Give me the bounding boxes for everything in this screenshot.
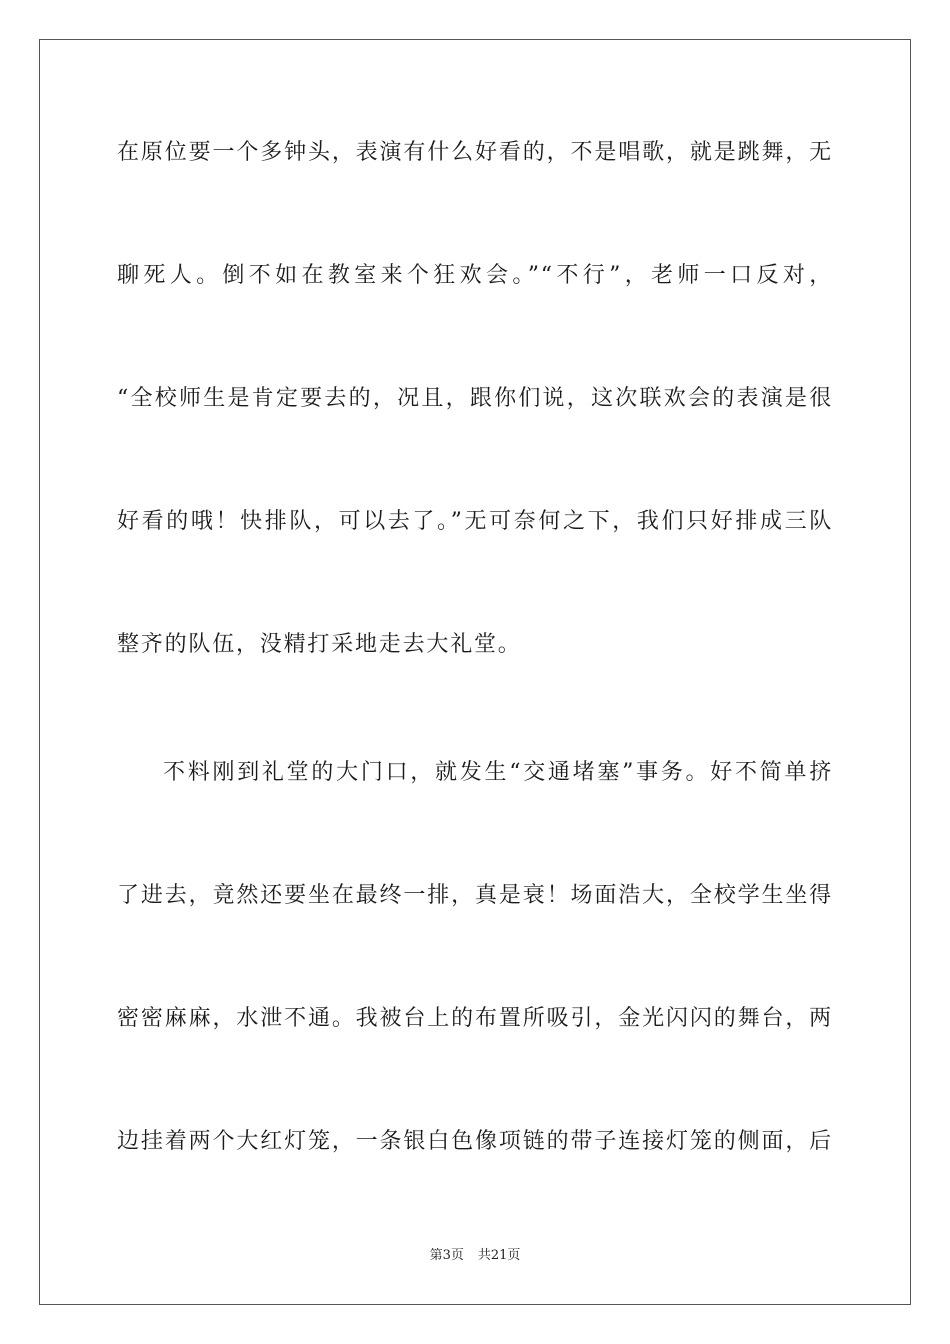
text-line-1: 在原位要一个多钟头，表演有什么好看的，不是唱歌，就是跳舞，无 bbox=[117, 140, 833, 165]
text-line-5: 整齐的队伍，没精打采地走去大礼堂。 bbox=[117, 632, 522, 657]
page-number: 第3页 bbox=[429, 1248, 464, 1263]
text-line-6-paragraph-start: 不料刚到礼堂的大门口，就发生“交通堵塞”事务。好不简单挤 bbox=[163, 760, 833, 785]
page-border bbox=[39, 39, 911, 1305]
text-line-3: “全校师生是肯定要去的，况且，跟你们说，这次联欢会的表演是很 bbox=[117, 386, 833, 411]
text-line-8: 密密麻麻，水泄不通。我被台上的布置所吸引，金光闪闪的舞台，两 bbox=[117, 1006, 833, 1031]
text-line-7: 了进去，竟然还要坐在最终一排，真是衰！场面浩大，全校学生坐得 bbox=[117, 883, 833, 908]
text-line-2: 聊死人。倒不如在教室来个狂欢会。”“不行”，老师一口反对， bbox=[117, 263, 833, 288]
text-line-4: 好看的哦！快排队，可以去了。”无可奈何之下，我们只好排成三队 bbox=[117, 509, 833, 534]
text-line-9: 边挂着两个大红灯笼，一条银白色像项链的带子连接灯笼的侧面，后 bbox=[117, 1129, 833, 1154]
page-footer bbox=[0, 1248, 950, 1264]
page-total: 共21页 bbox=[477, 1248, 521, 1263]
